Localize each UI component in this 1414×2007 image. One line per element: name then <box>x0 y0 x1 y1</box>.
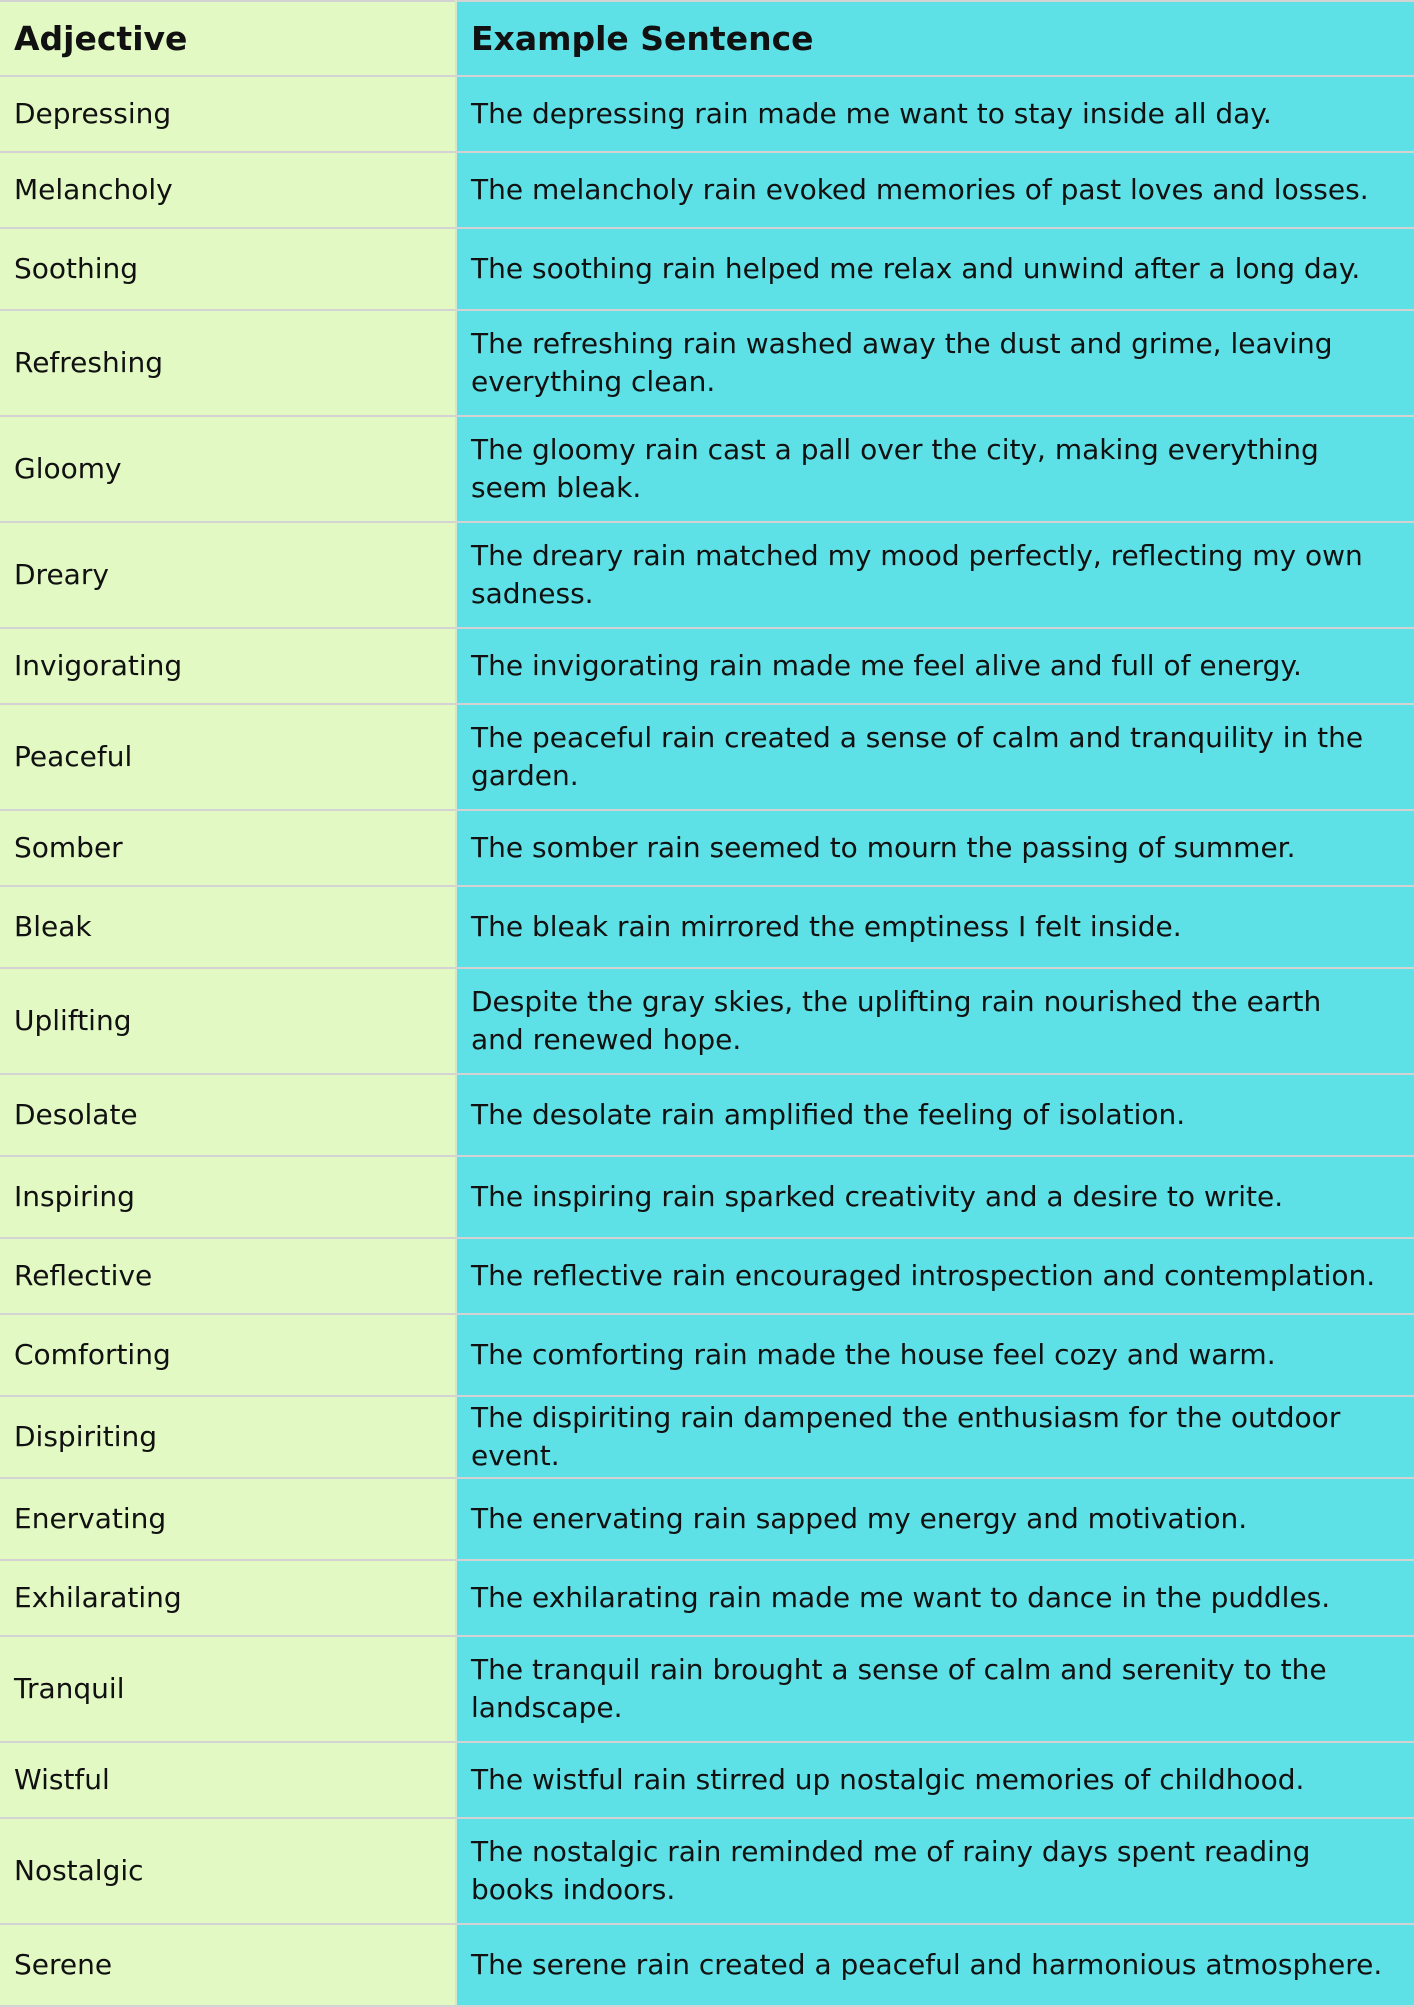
sentence-cell: The enervating rain sapped my energy and motivation. <box>456 1478 1414 1560</box>
table-row <box>0 1560 1414 1636</box>
sentence-cell: The tranquil rain brought a sense of calm and serenity to the landscape. <box>456 1636 1414 1742</box>
table-row <box>0 1156 1414 1238</box>
sentence-cell: The soothing rain helped me relax and unwind after a long day. <box>456 228 1414 310</box>
adjective-cell: Somber <box>0 810 456 886</box>
sentence-cell: The somber rain seemed to mourn the passing of summer. <box>456 810 1414 886</box>
sentence-cell: The depressing rain made me want to stay inside all day. <box>456 76 1414 152</box>
table-row <box>0 1074 1414 1156</box>
adjective-cell: Gloomy <box>0 416 456 522</box>
table-row <box>0 1924 1414 2006</box>
adjective-cell: Uplifting <box>0 968 456 1074</box>
header-example-sentence: Example Sentence <box>456 1 1414 76</box>
adjective-cell: Nostalgic <box>0 1818 456 1924</box>
adjective-cell: Dreary <box>0 522 456 628</box>
adjective-cell: Reflective <box>0 1238 456 1314</box>
sentence-cell: The peaceful rain created a sense of calm and tranquility in the garden. <box>456 704 1414 810</box>
table-row <box>0 628 1414 704</box>
table-row <box>0 1636 1414 1742</box>
table-row <box>0 310 1414 416</box>
sentence-cell: The melancholy rain evoked memories of past loves and losses. <box>456 152 1414 228</box>
table-row <box>0 886 1414 968</box>
sentence-cell: The desolate rain amplified the feeling of isolation. <box>456 1074 1414 1156</box>
table-row <box>0 1478 1414 1560</box>
adjective-cell: Enervating <box>0 1478 456 1560</box>
table-row <box>0 1818 1414 1924</box>
sentence-cell: The exhilarating rain made me want to dance in the puddles. <box>456 1560 1414 1636</box>
adjective-cell: Refreshing <box>0 310 456 416</box>
sentence-cell: The dispiriting rain dampened the enthusiasm for the outdoor event. <box>456 1396 1414 1478</box>
adjective-cell: Bleak <box>0 886 456 968</box>
adjective-cell: Desolate <box>0 1074 456 1156</box>
table-row <box>0 228 1414 310</box>
sentence-cell: Despite the gray skies, the uplifting rain nourished the earth and renewed hope. <box>456 968 1414 1074</box>
adjective-cell: Tranquil <box>0 1636 456 1742</box>
sentence-cell: The bleak rain mirrored the emptiness I felt inside. <box>456 886 1414 968</box>
sentence-cell: The inspiring rain sparked creativity and a desire to write. <box>456 1156 1414 1238</box>
sentence-cell: The invigorating rain made me feel alive and full of energy. <box>456 628 1414 704</box>
table-row <box>0 704 1414 810</box>
adjective-cell: Exhilarating <box>0 1560 456 1636</box>
table-row <box>0 968 1414 1074</box>
sentence-cell: The comforting rain made the house feel cozy and warm. <box>456 1314 1414 1396</box>
adjective-cell: Inspiring <box>0 1156 456 1238</box>
table-row <box>0 76 1414 152</box>
table-row <box>0 1396 1414 1478</box>
table-row <box>0 416 1414 522</box>
adjective-cell: Serene <box>0 1924 456 2006</box>
adjective-cell: Depressing <box>0 76 456 152</box>
table-row <box>0 522 1414 628</box>
adjective-cell: Wistful <box>0 1742 456 1818</box>
adjective-cell: Peaceful <box>0 704 456 810</box>
sentence-cell: The dreary rain matched my mood perfectly, reflecting my own sadness. <box>456 522 1414 628</box>
header-row <box>0 1 1414 76</box>
sentence-cell: The reflective rain encouraged introspection and contemplation. <box>456 1238 1414 1314</box>
sentence-cell: The wistful rain stirred up nostalgic memories of childhood. <box>456 1742 1414 1818</box>
table-row <box>0 152 1414 228</box>
sentence-cell: The gloomy rain cast a pall over the city, making everything seem bleak. <box>456 416 1414 522</box>
table-row <box>0 1238 1414 1314</box>
sentence-cell: The serene rain created a peaceful and harmonious atmosphere. <box>456 1924 1414 2006</box>
adjective-cell: Soothing <box>0 228 456 310</box>
table-row <box>0 810 1414 886</box>
adjective-cell: Melancholy <box>0 152 456 228</box>
table-row <box>0 1742 1414 1818</box>
sentence-cell: The refreshing rain washed away the dust and grime, leaving everything clean. <box>456 310 1414 416</box>
adjective-cell: Dispiriting <box>0 1396 456 1478</box>
adjective-cell: Invigorating <box>0 628 456 704</box>
sentence-cell: The nostalgic rain reminded me of rainy days spent reading books indoors. <box>456 1818 1414 1924</box>
table-row <box>0 1314 1414 1396</box>
header-adjective: Adjective <box>0 1 456 76</box>
adjective-cell: Comforting <box>0 1314 456 1396</box>
